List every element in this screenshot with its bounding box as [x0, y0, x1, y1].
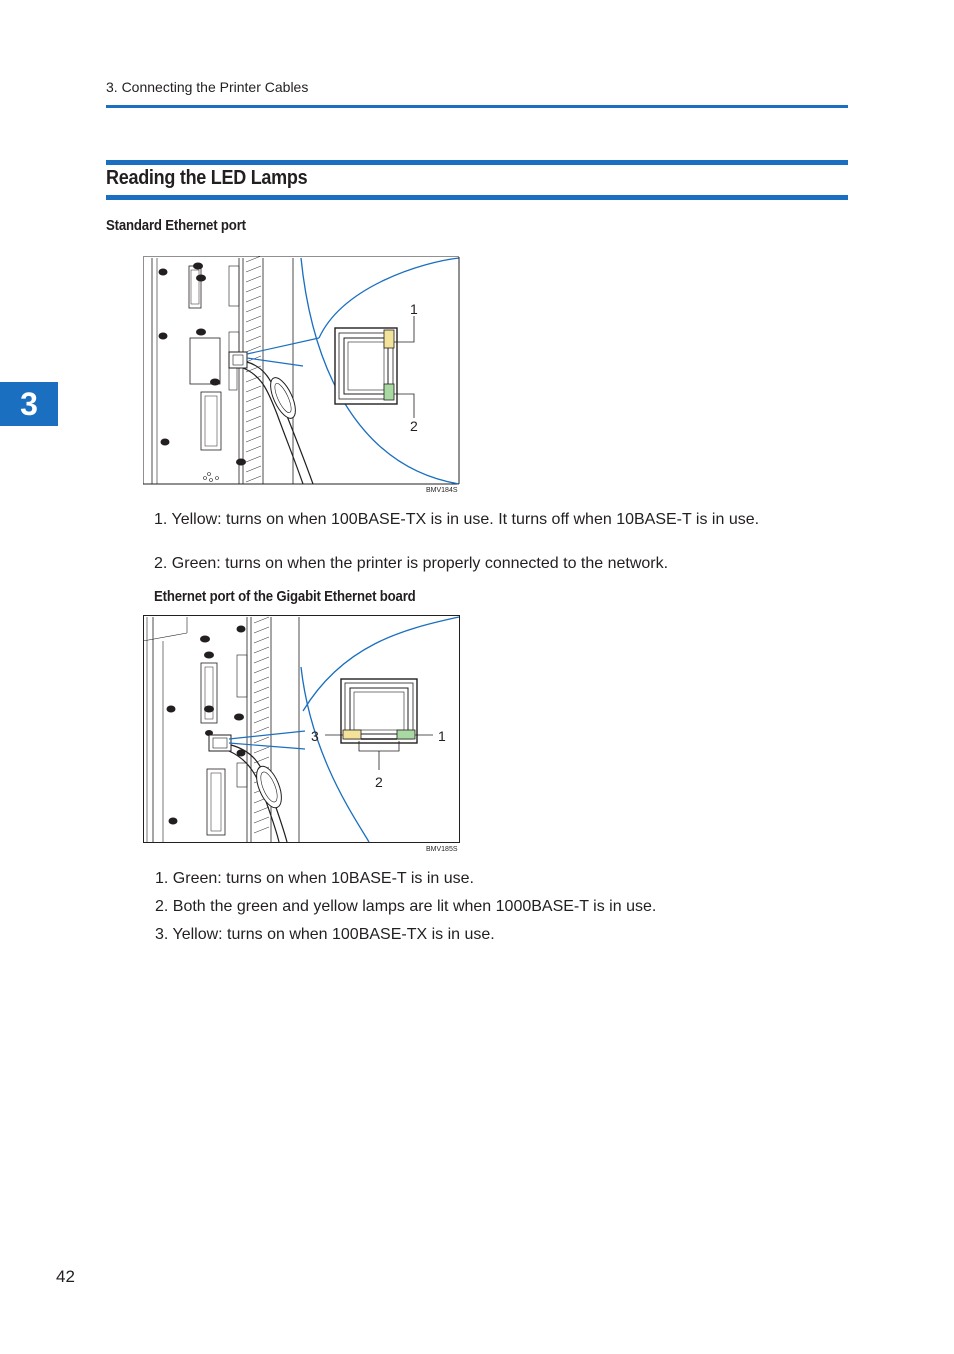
- standard-port-heading: Standard Ethernet port: [106, 217, 246, 234]
- gigabit-callout-2: 2: [375, 774, 383, 790]
- section-rule-top: [106, 160, 848, 165]
- chapter-tab: 3: [0, 382, 58, 426]
- standard-callout-1: 1: [410, 301, 418, 317]
- gigabit-port-illustration: [143, 615, 461, 855]
- standard-item-1: 1. Yellow: turns on when 100BASE-TX is in use. It turns off when 10BASE-T is in use.: [154, 511, 760, 528]
- gigabit-item-1: 1. Green: turns on when 10BASE-T is in use.: [155, 870, 474, 887]
- standard-port-figure: [143, 256, 461, 494]
- gigabit-item-3: 3. Yellow: turns on when 100BASE-TX is in use.: [155, 926, 495, 943]
- page-number: 42: [56, 1267, 75, 1286]
- gigabit-item-2: 2. Both the green and yellow lamps are lit when 1000BASE-T is in use.: [155, 898, 657, 915]
- header-rule: [106, 105, 848, 108]
- standard-figure-code: BMV184S: [426, 487, 458, 494]
- section-rule-bottom: [106, 195, 848, 200]
- gigabit-callout-1: 1: [438, 728, 446, 744]
- gigabit-callout-3: 3: [311, 728, 319, 744]
- gigabit-figure-code: BMV185S: [426, 846, 458, 853]
- gigabit-port-figure: [143, 615, 461, 855]
- standard-callout-2: 2: [410, 418, 418, 434]
- gigabit-port-heading: Ethernet port of the Gigabit Ethernet board: [154, 588, 416, 605]
- standard-item-2: 2. Green: turns on when the printer is properly connected to the network.: [154, 555, 669, 572]
- section-title: Reading the LED Lamps: [106, 167, 308, 189]
- running-header: 3. Connecting the Printer Cables: [106, 79, 309, 95]
- standard-port-illustration: [143, 256, 461, 494]
